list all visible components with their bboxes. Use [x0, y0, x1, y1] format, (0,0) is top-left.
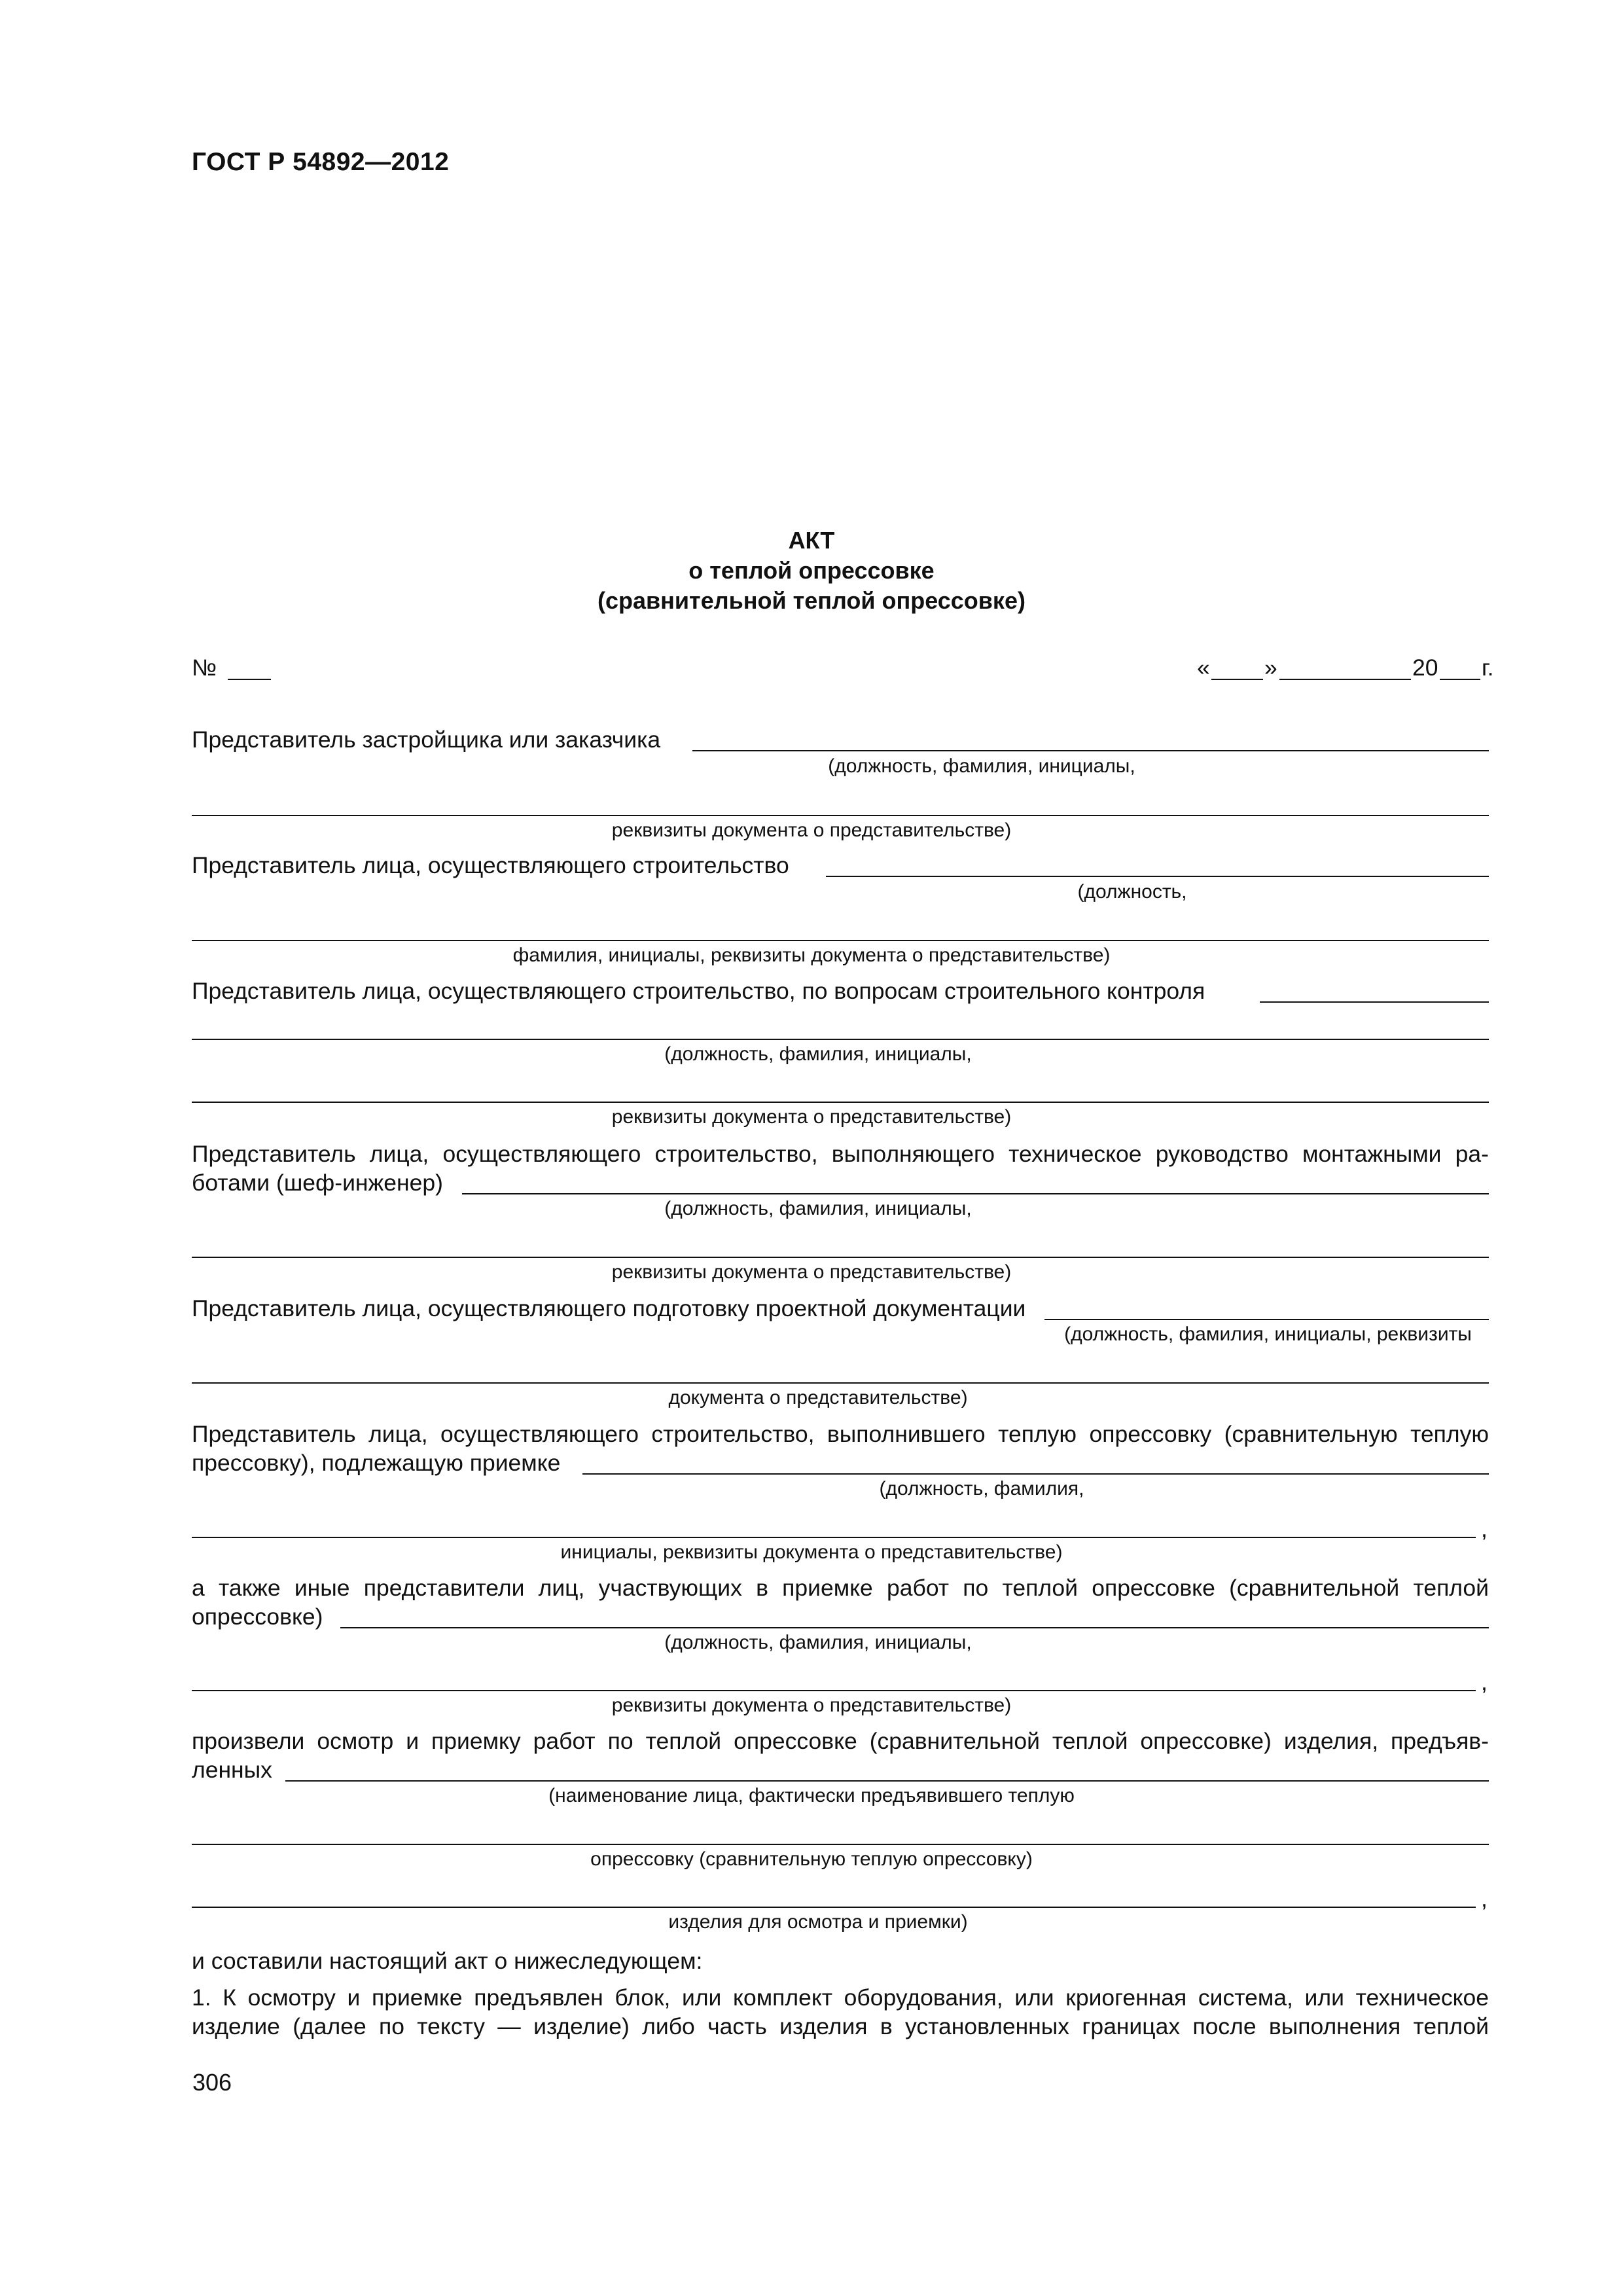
- standard-header: ГОСТ Р 54892—2012: [192, 148, 450, 176]
- number-field[interactable]: [228, 679, 271, 680]
- rep-control-caption: (должность, фамилия, инициалы,: [664, 1043, 972, 1065]
- inspection-field[interactable]: [285, 1780, 1489, 1782]
- rep-developer-label: Представитель застройщика или заказчика: [192, 726, 661, 753]
- day-field[interactable]: [1211, 679, 1263, 680]
- year-field[interactable]: [1440, 679, 1480, 680]
- rep-design-field[interactable]: [1044, 1319, 1489, 1320]
- month-field[interactable]: [1279, 679, 1411, 680]
- rep-chief-engineer-label: Представитель лица, осуществляющего строительство, выполняющего техническое руководство монтажными ра-: [192, 1141, 1489, 1167]
- rep-builder-field-2[interactable]: [192, 940, 1489, 941]
- doc-title: АКТ: [788, 527, 835, 554]
- rep-design-label: Представитель лица, осуществляющего подготовку проектной документации: [192, 1295, 1026, 1321]
- rep-chief-engineer-label-2: ботами (шеф-инженер): [192, 1170, 443, 1196]
- year-suffix: г.: [1482, 655, 1494, 681]
- other-reps-caption-2: реквизиты документа о представительстве): [611, 1695, 1012, 1716]
- other-reps-field[interactable]: [340, 1627, 1489, 1628]
- other-reps-caption: (должность, фамилия, инициалы,: [664, 1632, 972, 1653]
- rep-chief-engineer-field[interactable]: [462, 1193, 1489, 1194]
- rep-performer-caption: (должность, фамилия,: [879, 1478, 1084, 1499]
- item-1-text: 1. К осмотру и приемке предъявлен блок, или комплект оборудования, или криогенная система, или техническое: [192, 1984, 1489, 2011]
- rep-design-field-2[interactable]: [192, 1382, 1489, 1384]
- date-quote-close: »: [1264, 655, 1277, 681]
- doc-subtitle-2: (сравнительной теплой опрессовке): [597, 587, 1026, 614]
- inspection-caption: (наименование лица, фактически предъявившего теплую: [548, 1785, 1075, 1806]
- rep-control-field-3[interactable]: [192, 1102, 1489, 1103]
- rep-builder-caption-2: фамилия, инициалы, реквизиты документа о представительстве): [512, 944, 1111, 966]
- date-quote-open: «: [1197, 655, 1210, 681]
- rep-builder-label: Представитель лица, осуществляющего строительство: [192, 852, 789, 878]
- rep-performer-field[interactable]: [582, 1473, 1489, 1475]
- rep-performer-comma: ,: [1481, 1516, 1488, 1542]
- rep-control-caption-2: реквизиты документа о представительстве): [611, 1106, 1012, 1128]
- closing-text: и составили настоящий акт о нижеследующем:: [192, 1948, 703, 1974]
- other-reps-comma: ,: [1481, 1669, 1488, 1695]
- inspection-label-2: ленных: [192, 1757, 272, 1783]
- rep-performer-label: Представитель лица, осуществляющего строительство, выполнившего теплую опрессовку (сравнительную теплую: [192, 1421, 1489, 1447]
- page-number: 306: [192, 2069, 232, 2096]
- rep-performer-caption-2: инициалы, реквизиты документа о представительстве): [560, 1541, 1063, 1563]
- number-sign: №: [192, 655, 217, 681]
- rep-control-label: Представитель лица, осуществляющего строительство, по вопросам строительного контроля: [192, 978, 1205, 1004]
- year-prefix: 20: [1412, 655, 1438, 681]
- rep-developer-caption-2: реквизиты документа о представительстве): [611, 819, 1012, 841]
- rep-developer-field-2[interactable]: [192, 815, 1489, 816]
- rep-chief-engineer-caption: (должность, фамилия, инициалы,: [664, 1198, 972, 1219]
- rep-chief-engineer-caption-2: реквизиты документа о представительстве): [611, 1261, 1012, 1283]
- inspection-caption-2: опрессовку (сравнительную теплую опрессовку): [590, 1848, 1033, 1870]
- rep-chief-engineer-field-2[interactable]: [192, 1257, 1489, 1258]
- rep-developer-caption: (должность, фамилия, инициалы,: [828, 755, 1135, 777]
- rep-performer-field-2[interactable]: [192, 1537, 1476, 1538]
- other-reps-label: а также иные представители лиц, участвующих в приемке работ по теплой опрессовке (сравнительной теплой: [192, 1575, 1489, 1601]
- rep-developer-field[interactable]: [692, 750, 1489, 751]
- rep-design-caption: (должность, фамилия, инициалы, реквизиты: [1064, 1323, 1472, 1345]
- inspection-caption-3: изделия для осмотра и приемки): [668, 1911, 968, 1933]
- rep-design-caption-2: документа о представительстве): [668, 1387, 968, 1408]
- rep-performer-label-2: прессовку), подлежащую приемке: [192, 1450, 561, 1476]
- inspection-field-3[interactable]: [192, 1907, 1476, 1908]
- inspection-label: произвели осмотр и приемку работ по теплой опрессовке (сравнительной теплой опрессовке) изделия, предъяв-: [192, 1728, 1489, 1754]
- other-reps-field-2[interactable]: [192, 1690, 1476, 1691]
- rep-control-field[interactable]: [1260, 1001, 1489, 1003]
- rep-control-field-2[interactable]: [192, 1039, 1489, 1040]
- inspection-field-2[interactable]: [192, 1844, 1489, 1845]
- inspection-comma: ,: [1481, 1886, 1488, 1912]
- doc-subtitle: о теплой опрессовке: [688, 557, 935, 584]
- rep-builder-caption: (должность,: [1077, 881, 1187, 903]
- rep-builder-field[interactable]: [826, 876, 1489, 877]
- other-reps-label-2: опрессовке): [192, 1604, 323, 1630]
- item-1-text-2: изделие (далее по тексту — изделие) либо часть изделия в установленных границах после выполнения теплой: [192, 2013, 1489, 2039]
